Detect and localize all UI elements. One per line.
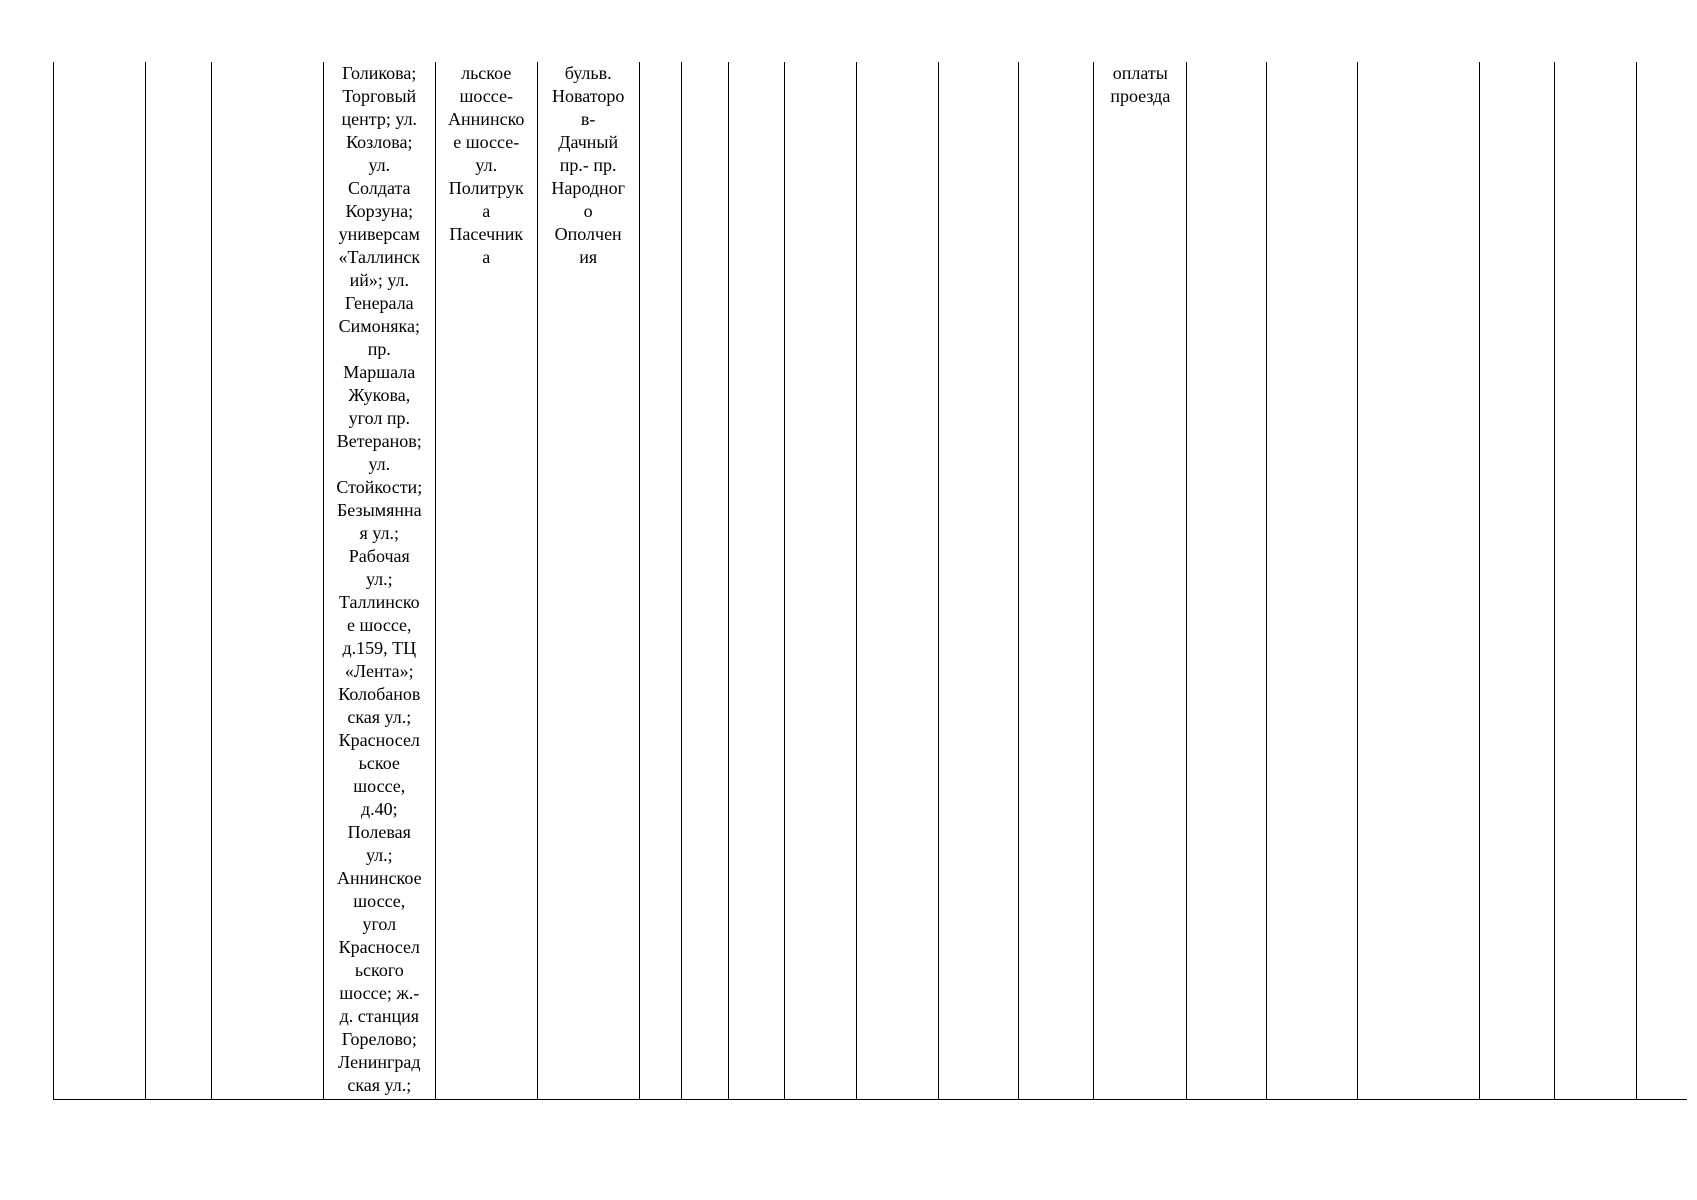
table-cell (785, 62, 857, 1099)
cell-text-line: е шоссе, (347, 615, 412, 635)
table-cell (1358, 62, 1480, 1099)
cell-text-line: шоссе; ж.- (339, 983, 420, 1003)
cell-text-line: Горелово; (341, 1029, 417, 1049)
cell-text-line: Симоняка; (338, 316, 420, 336)
cell-text-line: Таллинско (338, 592, 420, 612)
cell-text-line: угол пр. (348, 408, 410, 428)
cell-text-line: Аннинское (337, 868, 422, 888)
cell-text-line: Новаторо (551, 86, 625, 106)
cell-text-line: Голикова; (342, 63, 417, 83)
cell-text-line: Дачный (558, 132, 619, 152)
cell-text-line: Полевая (347, 822, 411, 842)
route-path-return-cell (538, 62, 640, 1099)
cell-text-line: Красносел (338, 730, 420, 750)
fare-cell (1094, 62, 1187, 1099)
cell-text-line: д.40; (360, 799, 398, 819)
cell-text-line: оплаты (1112, 63, 1168, 83)
cell-text-line: ул. (368, 454, 391, 474)
cell-text-line: «Лента»; (344, 661, 414, 681)
cell-text-line: бульв. (564, 63, 612, 83)
cell-text-line: ул. (475, 155, 498, 175)
cell-text-line: а (482, 247, 491, 267)
cell-text-line: о (583, 201, 593, 221)
cell-text-line: Народног (551, 178, 625, 198)
table-cell (640, 62, 682, 1099)
cell-text-line: пр. (367, 339, 391, 359)
table-cell (1019, 62, 1094, 1099)
cell-text-line: ий»; ул. (349, 270, 410, 290)
cell-text-line: универсам (338, 224, 420, 244)
cell-text-line: а (482, 201, 491, 221)
cell-text-line: угол (362, 914, 397, 934)
cell-text-line: Козлова; (346, 132, 413, 152)
cell-text-line: в- (580, 109, 596, 129)
cell-text-line: льское (461, 63, 512, 83)
cell-text-line: Корзуна; (345, 201, 414, 221)
cell-text-line: Генерала (344, 293, 414, 313)
cell-text-line: ьского (354, 960, 404, 980)
cell-text-line: Жукова, (348, 385, 411, 405)
cell-text-line: «Таллинск (338, 247, 421, 267)
stops-cell (324, 62, 436, 1099)
cell-text-line: Ополчен (554, 224, 622, 244)
table-cell (1480, 62, 1555, 1099)
cell-text-line: е шоссе- (453, 132, 520, 152)
cell-text-line: ул.; (365, 569, 393, 589)
cell-text-line: шоссе, (353, 891, 406, 911)
table-cell (1267, 62, 1358, 1099)
table-cell (939, 62, 1019, 1099)
cell-text-line: проезда (1110, 86, 1171, 106)
cell-text-line: шоссе- (459, 86, 513, 106)
table-cell (146, 62, 212, 1099)
cell-text-line: Маршала (343, 362, 416, 382)
cell-text-line: ская ул.; (347, 707, 412, 727)
table-cell (729, 62, 785, 1099)
cell-text-line: Колобанов (338, 684, 421, 704)
cell-text-line: Стойкости; (336, 477, 423, 497)
cell-text-line: ул. (368, 155, 391, 175)
cell-text-line: Ленинград (338, 1052, 421, 1072)
cell-text-line: Рабочая (348, 546, 410, 566)
cell-text-line: Солдата (348, 178, 411, 198)
route-path-cell (436, 62, 538, 1099)
cell-text-line: шоссе, (353, 776, 406, 796)
table-cell (1637, 62, 1687, 1099)
cell-text-line: Безымянна (336, 500, 422, 520)
table-row (54, 62, 1687, 1099)
cell-text-line: центр; ул. (341, 109, 418, 129)
cell-text-line: ия (579, 247, 598, 267)
table-cell (857, 62, 940, 1099)
table-cell (1187, 62, 1267, 1099)
table-cell (212, 62, 324, 1099)
cell-text-line: Аннинско (448, 109, 525, 129)
cell-text-line: Красносел (338, 937, 420, 957)
cell-text-line: ская ул.; (347, 1075, 412, 1095)
cell-text-line: д. станция (339, 1006, 419, 1026)
cell-text-line: Пасечник (449, 224, 524, 244)
table-cell (682, 62, 729, 1099)
cell-text-line: Ветеранов; (336, 431, 422, 451)
cell-text-line: Торговый (342, 86, 417, 106)
route-table (53, 62, 1687, 1100)
table-cell (54, 62, 146, 1099)
cell-text-line: ул.; (365, 845, 393, 865)
table-cell (1555, 62, 1637, 1099)
cell-text-line: пр.- пр. (559, 155, 617, 175)
cell-text-line: я ул.; (359, 523, 400, 543)
cell-text-line: ьское (358, 753, 400, 773)
cell-text-line: д.159, ТЦ (342, 638, 417, 658)
cell-text-line: Политрук (448, 178, 524, 198)
